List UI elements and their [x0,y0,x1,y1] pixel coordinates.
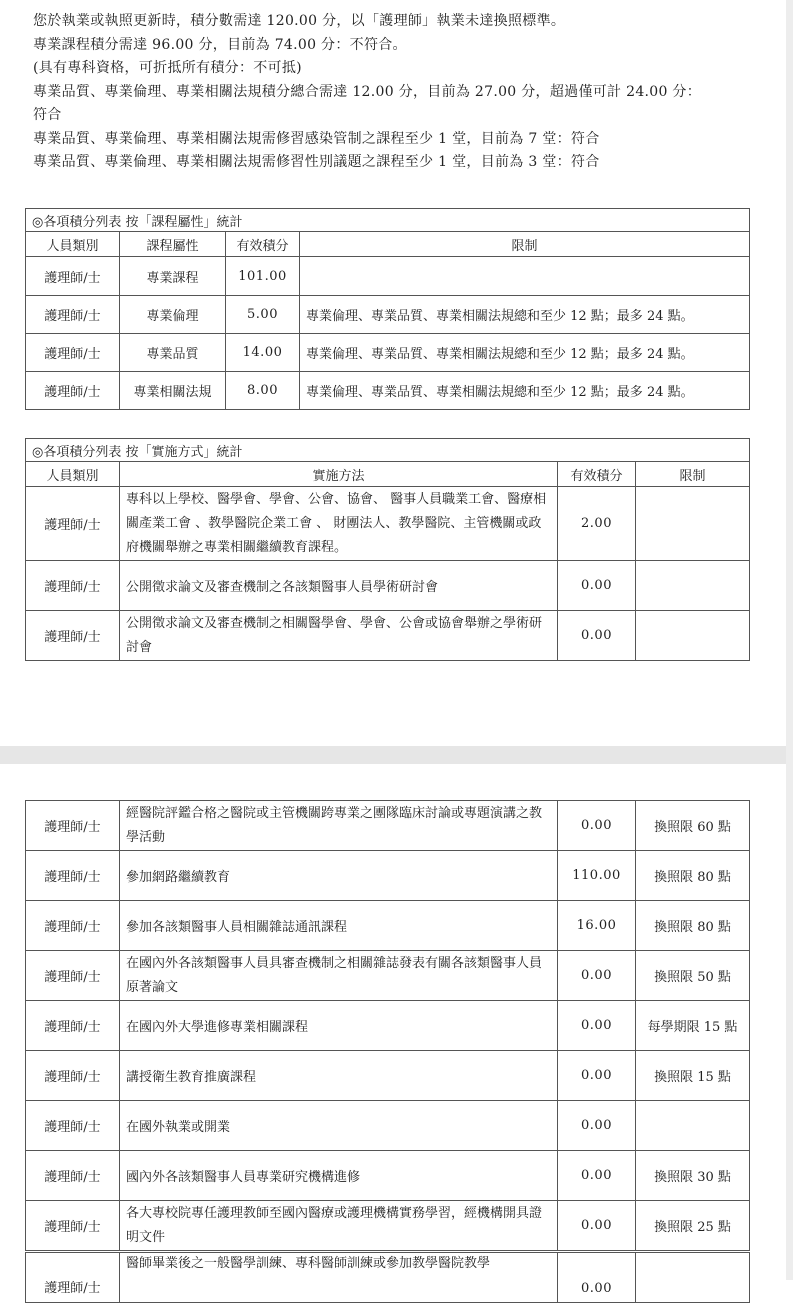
table-row [26,257,750,296]
credit-value: 0.00 [558,951,636,1001]
staff-category: 護理師/士 [26,257,120,296]
table-row [26,801,750,851]
implementation-method-table-continued [25,800,750,1251]
summary-line: 專業品質、專業倫理、專業相關法規需修習性別議題之課程至少 1 堂，目前為 3 堂：符合 [33,154,600,170]
method-text: 各大專校院專任護理教師至國內醫療或護理機構實務學習，經機構開具證明文件 [120,1201,558,1251]
credit-value: 0.00 [558,1051,636,1101]
page-separator [0,746,793,764]
credit-value: 110.00 [558,851,636,901]
staff-category: 護理師/士 [26,334,120,372]
staff-category: 護理師/士 [26,901,120,951]
table-row [26,372,750,410]
limit-text [636,1253,750,1303]
limit-text [636,561,750,611]
staff-category: 護理師/士 [26,372,120,410]
limit-text: 換照限 50 點 [636,951,750,1001]
table-row [26,487,750,561]
column-header: 有效積分 [558,462,636,487]
method-text: 參加網路繼續教育 [120,851,558,901]
table-row [26,901,750,951]
limit-text: 換照限 25 點 [636,1201,750,1251]
table-row [26,334,750,372]
table-row [26,1001,750,1051]
limit-text: 專業倫理、專業品質、專業相關法規總和至少 12 點；最多 24 點。 [300,334,750,372]
credit-value: 0.00 [558,561,636,611]
limit-text: 換照限 30 點 [636,1151,750,1201]
summary-line: (具有專科資格，可折抵所有積分：不可抵) [33,60,302,76]
partial-table-row [25,1252,750,1303]
summary-line: 專業品質、專業倫理、專業相關法規需修習感染管制之課程至少 1 堂，目前為 7 堂：符合 [33,130,600,147]
limit-text: 專業倫理、專業品質、專業相關法規總和至少 12 點；最多 24 點。 [300,372,750,410]
method-text: 參加各該類醫事人員相關雜誌通訊課程 [120,901,558,951]
column-header: 限制 [300,232,750,257]
method-text: 公開徵求論文及審查機制之相關醫學會、學會、公會或協會舉辦之學術研討會 [120,611,558,661]
staff-category: 護理師/士 [26,1051,120,1101]
table-row [26,611,750,661]
credit-value: 0.00 [558,1253,636,1303]
summary-line: 專業品質、專業倫理、專業相關法規積分總合需達 12.00 分，目前為 27.00 分，超過僅可計 24.00 分： [33,83,702,100]
column-header: 有效積分 [226,232,300,257]
limit-text: 換照限 80 點 [636,901,750,951]
staff-category: 護理師/士 [26,1201,120,1251]
credit-value: 0.00 [558,801,636,851]
limit-text: 換照限 15 點 [636,1051,750,1101]
staff-category: 護理師/士 [26,951,120,1001]
column-header: 課程屬性 [120,232,226,257]
credit-value: 16.00 [558,901,636,951]
staff-category: 護理師/士 [26,1001,120,1051]
table-row [26,296,750,334]
scroll-edge [786,0,793,1280]
method-text: 專科以上學校、醫學會、學會、公會、協會、 醫事人員職業工會、醫療相關產業工會 、教學醫院企業工會 、 財團法人、教學醫院、主管機關或政府機關舉辦之專業相關繼續教育課程。 [120,487,558,561]
limit-text: 每學期限 15 點 [636,1001,750,1051]
table-row [26,951,750,1001]
column-header: 人員類別 [26,232,120,257]
course-attribute: 專業品質 [120,334,226,372]
requirement-summary [33,10,763,175]
credit-value: 0.00 [558,1101,636,1151]
column-header: 實施方法 [120,462,558,487]
course-attribute: 專業相關法規 [120,372,226,410]
limit-text: 專業倫理、專業品質、專業相關法規總和至少 12 點；最多 24 點。 [300,296,750,334]
limit-text: 換照限 60 點 [636,801,750,851]
method-text: 在國內外各該類醫事人員具審查機制之相關雜誌發表有關各該類醫事人員原著論文 [120,951,558,1001]
table-row [26,851,750,901]
staff-category: 護理師/士 [26,1151,120,1201]
limit-text [300,257,750,296]
course-attribute: 專業課程 [120,257,226,296]
summary-line: 符合 [33,107,62,123]
table-caption: ◎各項積分列表 按「課程屬性」統計 [26,209,750,232]
table-caption: ◎各項積分列表 按「實施方式」統計 [26,439,750,462]
method-text: 國內外各該類醫事人員專業研究機構進修 [120,1151,558,1201]
credit-value: 0.00 [558,1001,636,1051]
table-row [26,1151,750,1201]
credit-value: 0.00 [558,1151,636,1201]
staff-category: 護理師/士 [26,296,120,334]
staff-category: 護理師/士 [26,561,120,611]
credit-value: 2.00 [558,487,636,561]
limit-text [636,611,750,661]
credit-value: 14.00 [226,334,300,372]
table-row [26,1051,750,1101]
limit-text [636,1101,750,1151]
table-row [26,561,750,611]
method-text: 在國外執業或開業 [120,1101,558,1151]
staff-category: 護理師/士 [26,851,120,901]
course-attribute: 專業倫理 [120,296,226,334]
implementation-method-table [25,438,750,661]
credit-value: 101.00 [226,257,300,296]
staff-category: 護理師/士 [26,1253,120,1303]
course-attribute-table [25,208,750,410]
method-text: 經醫院評鑑合格之醫院或主管機關跨專業之團隊臨床討論或專題演講之教學活動 [120,801,558,851]
credit-value: 5.00 [226,296,300,334]
credit-value: 8.00 [226,372,300,410]
credit-value: 0.00 [558,1201,636,1251]
summary-line: 您於執業或執照更新時，積分數需達 120.00 分，以「護理師」執業未達換照標準。 [33,13,566,29]
table-row [26,1201,750,1251]
summary-line: 專業課程積分需達 96.00 分，目前為 74.00 分：不符合。 [33,36,407,53]
method-text: 在國內外大學進修專業相關課程 [120,1001,558,1051]
column-header: 限制 [636,462,750,487]
staff-category: 護理師/士 [26,801,120,851]
limit-text: 換照限 80 點 [636,851,750,901]
staff-category: 護理師/士 [26,1101,120,1151]
limit-text [636,487,750,561]
column-header: 人員類別 [26,462,120,487]
table-row [26,1101,750,1151]
credit-value: 0.00 [558,611,636,661]
method-text: 公開徵求論文及審查機制之各該類醫事人員學術研討會 [120,561,558,611]
method-text: 講授衛生教育推廣課程 [120,1051,558,1101]
method-text: 醫師畢業後之一般醫學訓練、專科醫師訓練或參加教學醫院教學 [120,1253,558,1303]
staff-category: 護理師/士 [26,487,120,561]
cut-off-row [25,1252,749,1296]
staff-category: 護理師/士 [26,611,120,661]
